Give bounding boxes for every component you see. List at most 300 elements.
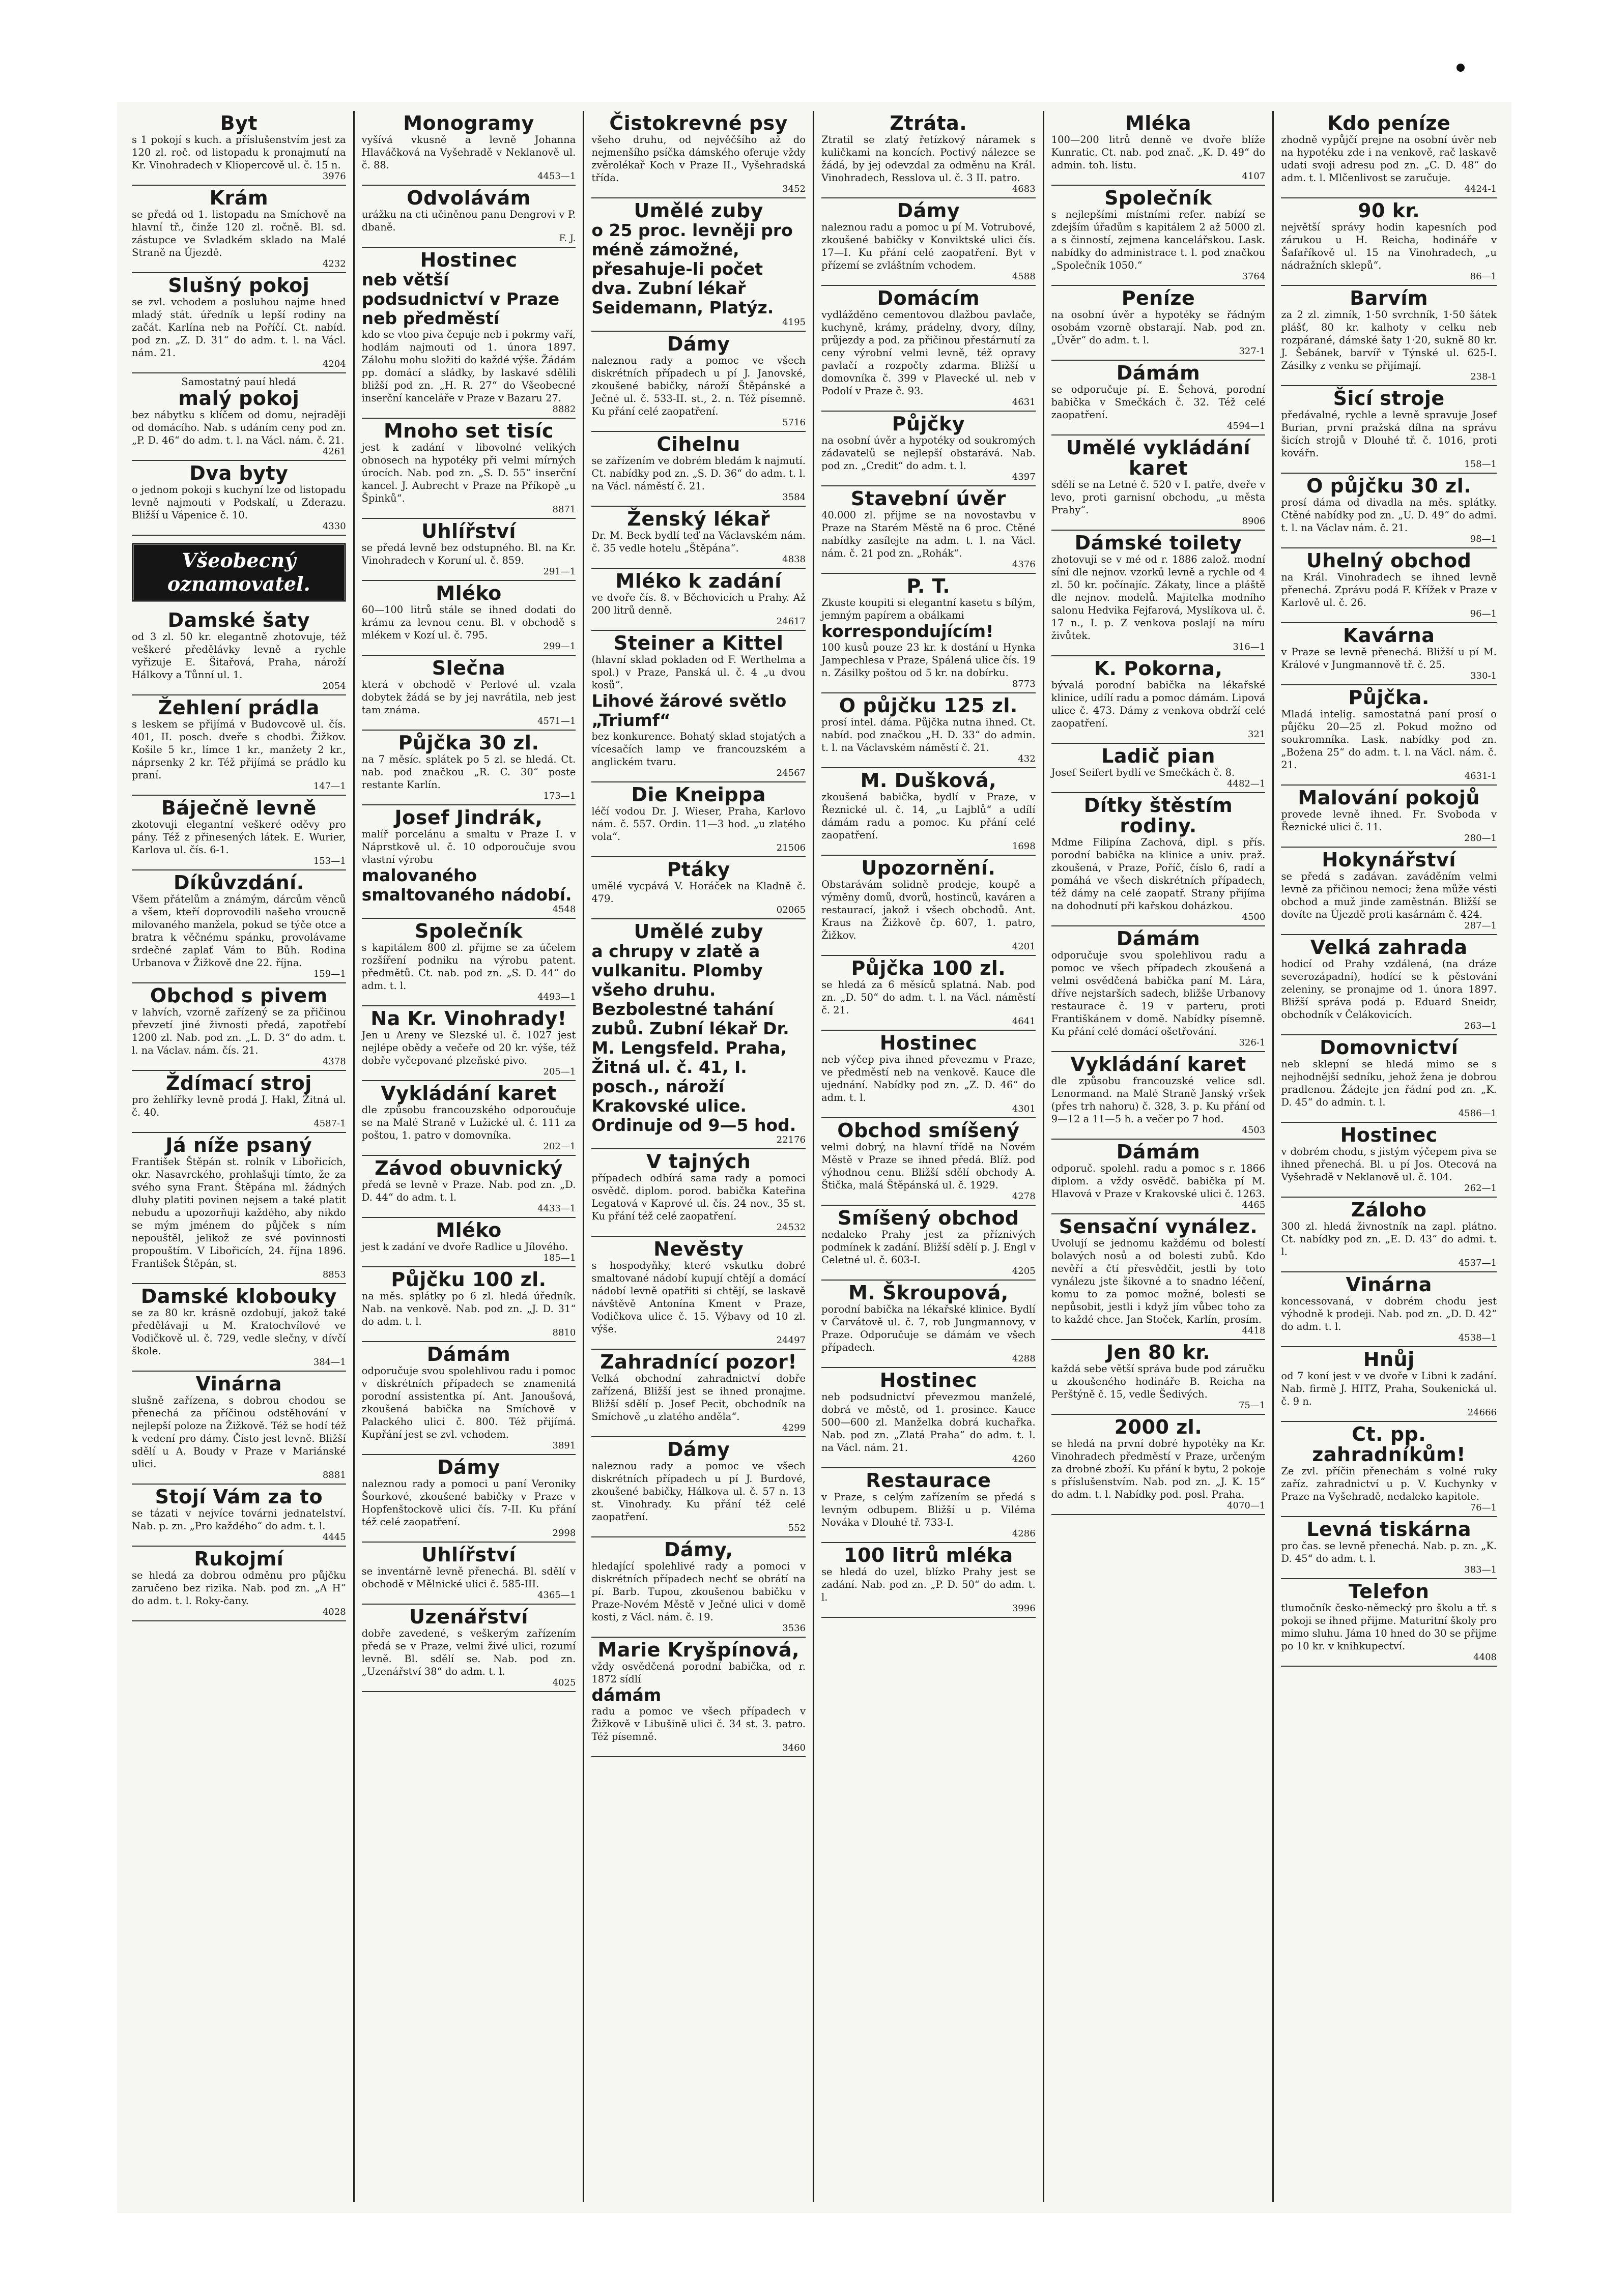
ad-title: Vinárna [1346,1273,1432,1296]
classified-ad [1281,1272,1497,1347]
classified-ad [132,796,346,870]
ad-body: případech odbírá sama rady a pomoci osvědč. diplom. porod. babička Kateřina Legatová v Kaprové ul. čís. 24 nov., 35 st. Ku přání též celé zaopatření. [591,1172,806,1222]
ad-reference-number: 4070—1 [1227,1500,1266,1511]
classified-ad [362,1156,576,1218]
classified-ad [362,419,576,519]
ad-reference-number: 24567 [776,768,806,778]
ad-reference-number: 384—1 [313,1357,346,1368]
ad-title: Umělé zuby [634,920,763,943]
classified-ad [821,486,1036,574]
ad-display-text: Lihové žárové světlo „Triumf“ [591,691,787,730]
ad-display-text: korrespondujícím! [821,621,994,641]
ad-body: koncessovaná, v dobrém chodu jest výhodně k prodeji. Nab. pod zn. „D. D. 42“ do adm. t. l. [1281,1295,1497,1332]
classified-ad [132,461,346,536]
ad-title: Uzenářství [409,1606,528,1628]
ad-title: Díkůvzdání. [174,871,304,894]
ad-body: Zkuste koupiti si elegantní kasetu s bílým, jemným papírem a obálkami [821,597,1036,621]
ad-reference-number: 4453—1 [537,171,576,182]
ad-title: Uhlířství [421,520,516,542]
ad-reference-number: 4286 [1012,1528,1036,1539]
ad-title: Restaurace [866,1469,991,1492]
classified-ad [591,857,806,919]
ad-body: o jednom pokoji s kuchyní lze od listopadu levně najmouti v Podskalí, u Zderazu. Bližší u Vápenice č. 10. [132,484,346,521]
ad-reference-number: 4330 [322,521,346,532]
ad-body: se předá levně bez odstupného. Bl. na Kr. Vinohradech v Koruní ul. č. 859. [361,542,576,566]
classified-ad [1051,1415,1266,1515]
ad-title: Smíšený obchod [838,1207,1019,1229]
ad-reference-number: 326-1 [1239,1037,1266,1048]
ad-body: Obstarávám solidně prodeje, koupě a výměny domů, dvorů, hostinců, kaváren a restaurací, jakož i všech obchodů. Ant. Kraus na Žižkově čp. 607, 1. patro, Žižkov. [821,879,1036,941]
ad-body: Všem přátelům a známým, dárcům věnců a všem, kteří doprovodili našeho vroucně milovaného manžela, pokud se týče otce a bratra k věčnému spánku, provolávame srdečné zaplať Vám to Bůh. Rodina Urbanova v Žižkově dne 22. října. [132,893,346,969]
classified-ad [821,768,1036,856]
classified-ad [821,286,1036,412]
ad-body: Jen u Areny ve Slezské ul. č. 1027 jest nejlépe obědy a večeře od 20 kr. výše, též dobře vyčepované plzeňské pivo. [361,1029,576,1066]
classified-ad [1281,935,1497,1035]
classified-ad [362,1605,576,1692]
classified-ad [132,1284,346,1372]
ad-body: naleznou radu a pomoc u pí M. Votrubové, zkoušené babičky v Konviktské ulici čís. 17—I. Ku přání celé zaopatření. Byt v přízemí se zvláštním vchodem. [821,221,1036,271]
classified-ad [1281,111,1497,198]
section-banner: Všeobecný oznamovatel. [132,543,346,602]
classified-ad [1051,286,1266,361]
classified-ad [1051,435,1266,531]
ad-body: se inventárně levně přenechá. Bl. sdělí v obchodě v Mělnické ulici č. 585-III. [361,1565,576,1590]
ad-body: bez nábytku s klíčem od domu, nejraději od domácího. Nab. s udáním ceny pod zn. „P. D. 46“ do adm. t. l. na Václ. nám. č. 21. [132,409,346,446]
ad-body: největší správy hodin kapesních pod zárukou u H. Reicha, hodináře v Šafaříkově ul. 15 na Vinohradech, „u nádražních sklepů“. [1281,221,1497,271]
classified-ad [362,919,576,1006]
classified-ad [821,1206,1036,1281]
ad-reference-number: 76—1 [1470,1502,1497,1513]
ad-reference-number: 8853 [322,1269,346,1280]
ad-title: Dámy [667,333,730,355]
classified-ad [362,186,576,248]
classified-ad [362,1267,576,1342]
classified-ad [132,111,346,186]
ad-title: Hostinec [1340,1124,1438,1146]
ad-reference-number: 2998 [552,1528,576,1538]
ad-body: se zařízením ve dobrém bledám k najmutí. Ct. nabídky pod zn. „S. D. 36“ do adm. t. l. na Václ. náměstí č. 21. [591,455,806,492]
ad-reference-number: 4365—1 [537,1590,576,1601]
ad-reference-number: 4586—1 [1458,1108,1497,1119]
classified-columns [125,111,1504,2202]
ad-body: s 1 pokojí s kuch. a příslušenstvím jest za 120 zl. roč. od listopadu k pronajmutí na Kr. Vinohradech v Kliopercově ul. č. 15 n. [132,134,346,171]
classified-ad [821,856,1036,956]
classified-ad [591,198,806,332]
ad-body: v dobrém chodu, s jistým výčepem piva se ihned přenechá. Bl. u pí Jos. Otecová na Vyšehradě v Neklanově ul. č. 104. [1281,1146,1497,1183]
classified-ad [1051,361,1266,435]
classified-ad [362,1543,576,1605]
ad-body: urážku na cti učiněnou panu Dengrovi v P. dbaně. [361,209,576,233]
ad-body: 40.000 zl. přijme se na novostavbu v Praze na Starém Městě na 6 proc. Ctěné nabídky zasílejte na adm. t. l. na Václ. nám. č. 21 pod zn. „Rohák“. [821,509,1036,559]
ad-body: v lahvích, vzorně zařízený se za přičinou převzetí jiné živnosti předá, zapotřebí 1200 zl. Nab. pod zn. „L. D. 3“ do adm. t. l. na Václav. nám. čís. 21. [132,1006,346,1056]
ad-title: Obchod s pivem [150,984,328,1007]
classified-ad [362,1006,576,1081]
ad-reference-number: 8871 [552,504,576,515]
ad-reference-number: 287—1 [1464,920,1497,931]
ad-title: Zahradnící pozor! [600,1351,797,1373]
ad-title: Vykládání karet [381,1082,557,1105]
ad-title: Stojí Vám za to [155,1486,323,1508]
ad-reference-number: 8906 [1242,516,1266,527]
ad-reference-number: 5716 [782,417,806,428]
ad-body: slušně zařízena, s dobrou chodou se přenechá za příčinou odstěhování v nejlepší poloze na Žižkově. Též se hodí též k vedení pro dámy. Čísto jest levně. Bližší sdělí u A. Boudy v Praze v Mariánské ulici. [132,1394,346,1470]
classified-ad [132,1133,346,1284]
ad-reference-number: 3976 [322,171,346,182]
ad-body: zkoušená babička, bydlí v Praze, v Řeznické ul. č. 14, „u Lajblů“ a udílí dámám radu a pomoc. Ku přání celé zaopatření. [821,791,1036,841]
ad-reference-number: 4445 [322,1532,346,1543]
ad-reference-number: 4465 [1242,1200,1266,1210]
ad-body: se tázati v nejvíce továrni jednatelství. Nab. p. zn. „Pro každého“ do adm. t. l. [132,1507,346,1532]
ad-reference-number: 173—1 [543,791,576,801]
classified-ad [1281,1347,1497,1422]
ad-body: Ztratil se zlatý řetízkový náramek s kuličkami na koncích. Poctivý nálezce se žádá, by jej odevzdal za odměnu na Král. Vinohradech, Resslova ul. č. 3 II. patro. [821,134,1036,184]
classified-ad [591,432,806,507]
ad-title: Levná tiskárna [1306,1518,1472,1541]
classified-ad [821,1281,1036,1368]
ad-body: ve dvoře čís. 8. v Běchovicích u Prahy. Až 200 litrů denně. [591,592,806,616]
ad-title: Čistokrevné psy [609,112,788,134]
ad-reference-number: 262—1 [1464,1183,1497,1194]
ad-body: předávalné, rychle a levně spravuje Josef Burian, první pražská dílna na správu šicích strojů v Dlouhé tř. č. 1016, proti kovářn. [1281,409,1497,459]
ad-title: V tajných [646,1150,751,1173]
ad-title: Společník [1104,187,1212,209]
classified-ad [821,693,1036,768]
ad-body: se hledá za 6 měsíců splatná. Nab. pod zn. „D. 50“ do adm. t. l. na Václ. náměstí č. 21. [821,979,1036,1016]
ad-reference-number: 321 [1247,729,1266,740]
ad-title: M. Dušková, [860,769,997,792]
ad-title: Velká zahrada [1310,936,1468,958]
ad-reference-number: 280—1 [1464,833,1497,844]
classified-ad [591,782,806,857]
ad-body: na 7 měsíc. splátek po 5 zl. se hledá. Ct. nab. pod značkou „R. C. 30“ poste restante Karlín. [361,753,576,791]
classified-ad [132,273,346,373]
ad-title: Upozornění. [861,857,996,879]
ad-title: Uhlířství [421,1544,516,1566]
ad-title: Dámské toilety [1074,532,1242,554]
classified-ad [821,111,1036,198]
ad-body: od 3 zl. 50 kr. elegantně zhotovuje, též veškeré předělávky levně a rychle vyřizuje E. Šitařová, Praha, nároží Hálkovy a Tůnní ul. 1. [132,631,346,681]
ad-body: kdo se vtoo piva čepuje neb i pokrmy vaří, hodlám najmouti od 1. února 1897. Zálohu mohu složiti do každé výše. Žádám pp. domácí a sládky, by laskavé sdělili bližší pod zn. „H. R. 27“ do Všeobecné inserční kanceláře v Praze v Bazaru 27. [361,329,576,404]
ad-title: Půjčka 100 zl. [851,957,1006,979]
ad-body: 60—100 litrů stále se ihned dodati do krámu za levnou cenu. Bl. v obchodě s mlékem v Kozí ul. č. 795. [361,604,576,641]
ad-lead: Samostatný pauí hledá [181,376,297,388]
ad-body: léčí vodou Dr. J. Wieser, Praha, Karlovo nám. č. 557. Ordin. 11—3 hod. „u zlatého vola“. [591,805,806,842]
classified-ad [362,731,576,805]
ad-reference-number: 24666 [1467,1407,1497,1418]
ad-display-text: neb větší podsudnictví v Praze neb předměstí [361,270,560,328]
ad-body: se předá s zadávan. zaváděním velmi levně za přičinou nemoci; žena může vésti obchod a muž jinde zaměstnán. Bližší se dovíte na Újezdě proti kasárnám č. 424. [1281,870,1497,920]
ad-display-text: o 25 proc. levněji pro méně zámožné, přesahuje-li počet dva. Zubní lékař Seidemann, Platýz. [591,220,793,317]
ad-title: Slečna [432,657,506,679]
ad-body: naleznou rady a pomoc ve všech diskrétních případech u pí J. Janovské, zkoušené babičky, nároží Štěpánské a Ječné ul. č. 533-II. st., 2. n. Též písemně. Ku přání celé zaopatření. [591,355,806,417]
ad-reference-number: 4594—1 [1227,421,1266,431]
ad-title: M. Škroupová, [848,1282,1009,1304]
ad-reference-number: 3584 [782,492,806,503]
ad-title: Stavební úvěr [850,487,1006,510]
classified-ad [1281,1198,1497,1272]
ad-body: na osobní úvěr a hypotéky se řádným osobám vzorně obstarají. Nab. pod zn. „Úvěr“ do adm. t. l. [1051,309,1266,346]
ad-title: Monogramy [403,112,534,134]
classified-ad [591,1437,806,1537]
column-2 [355,111,585,2202]
ad-body: se odporučuje pí. E. Šehová, porodní babička v Smečkách č. 32. Též celé zaopatření. [1051,384,1266,421]
ad-reference-number: 4548 [552,904,576,915]
classified-ad [1281,786,1497,848]
ad-body: odporučuje svou spolehlivou radu i pomoc v diskrétních případech se znamenitá porodní assistentka pí. Ant. Janoušová, zkoušená babička na Smíchově v Palackého ulici č. 800. Též přijímá. Kupřání jest se zvl. vchodem. [361,1365,576,1440]
ad-body: provede levně ihned. Fr. Svoboda v Řeznické ulici č. 11. [1281,808,1497,833]
ad-reference-number: 4107 [1242,171,1266,182]
ad-reference-number: 330-1 [1470,671,1497,681]
ad-title: Vinárna [195,1373,282,1395]
ad-body: v Praze se levně přenechá. Bližší u pí M. Králové v Jungmannově tř. č. 25. [1281,646,1497,671]
ad-body: 100 kusů pouze 23 kr. k dostání u Hynka Jampechlesa v Praze, Spálená ulice čís. 19 n. Zásilky poštou od 5 kr. na dobírku. [821,642,1036,679]
classified-ad [1051,1052,1266,1140]
ad-title: Ženský lékař [627,508,770,530]
ad-body: jest k zadání ve dvoře Radlice u Jílového. [361,1241,568,1253]
ad-body: zhotovuji se v mé od r. 1886 založ. modní síni dle nejnov. vzorků levně a rychle od 4 zl. 50 kr. počínajíc. Zákaty, lince a pláště dle nejnov. modelů. Majitelka modního salonu Hedvika Fejfarová, Myslíkova ul. č. 17 n., I. p. Z venkova poslají na míru živůtek. [1051,554,1266,642]
ad-title: 100 litrů mléka [844,1544,1013,1566]
ad-body: s leskem se přijímá v Budovcově ul. čís. 401, II. posch. dveře s chodbi. Žižkov. Košile 5 kr., límce 1 kr., manžety 2 kr., náprsenky 2 kr. Též přijímá se prádlo ku praní. [132,718,346,781]
ad-title: Cihelnu [656,433,740,455]
column-4 [814,111,1044,2202]
ad-body: bez konkurence. Bohatý sklad stojatých a vícesačích lamp ve francouzském a anglickém tvaru. [591,731,806,768]
ad-body: v Praze, s celým zařízením se předá s levným odbupem. Bližší u p. Viléma Nováka v Dlouhé tř. 733-I. [821,1491,1036,1528]
classified-ad [821,198,1036,286]
ad-body: bývalá porodní babička na lékařské klinice, udílí radu a pomoc dámám. Lipová ulice č. 473. Dámy z venkova obdrží celé zaopatření. [1051,679,1266,729]
ad-title: 2000 zl. [1114,1416,1203,1438]
ad-title: Dámy [437,1456,500,1478]
ad-body: 300 zl. hledá živnostník na zapl. plátno. Ct. nabídky pod zn. „E. D. 43“ do admi. t. l. [1281,1220,1497,1258]
ad-body: se hledá do uzel, blízko Prahy jest se zadání. Nab. pod zn. „P. D. 50“ do adm. t. l. [821,1566,1036,1603]
ad-body: se hledá za dobrou odměnu pro půjčku zaručeno bez rizika. Nab. pod zn. „A H“ do adm. t. l. Roky-čany. [132,1570,346,1607]
ad-body: naleznou rady a pomoc ve všech diskrétních případech u pí J. Burdové, zkoušené babičky, Hálkova ul. č. 57 n. 13 st. Vinohrady. Ku přání též celé zaopatření. [591,1460,806,1523]
ad-reference-number: 4418 [1242,1325,1266,1336]
ad-body: Velká obchodní zahradnictví dobře zařízená, Bližší jest se ihned pronajme. Bližší sdělí p. Josef Pecit, obchodník na Smíchově „u zlatého anděla“. [591,1373,806,1422]
ad-body: malíř porcelánu a smaltu v Praze I. v Náprstkově ul. č. 10 odporoučuje svou vlastní výrobu [361,828,576,865]
ad-title: Rukojmí [194,1548,284,1570]
ad-reference-number: 22176 [776,1135,806,1145]
ad-reference-number: 4028 [322,1607,346,1617]
classified-ad [362,581,576,656]
ad-body: od 7 koní jest v ve dvoře v Libni k zadání. Nab. firmě J. HITZ, Praha, Soukenická ul. č. 9 n. [1281,1370,1497,1407]
ad-body: vždy osvědčená porodní babička, od r. 1872 sídlí [591,1661,806,1685]
ad-reference-number: 24497 [776,1335,806,1346]
ad-reference-number: 4433—1 [537,1203,576,1214]
ad-reference-number: 8810 [552,1327,576,1338]
ad-body: umělé vycpává V. Horáček na Kladně č. 479. [591,880,806,905]
ad-title: Ptáky [667,858,730,881]
ad-title: Dámám [426,1343,511,1365]
ad-body: s hospodyňky, které vskutku dobré smaltované nádobí kupují chtějí a domácí nádobí levně opatřiti si chtějí, se laskavě návštěvě Antonína Kment v Praze, Vodičkova ulice č. 15. Výbavy od 10 zl. výše. [591,1260,806,1335]
ad-reference-number: 158—1 [1464,459,1497,470]
ad-reference-number: 238-1 [1470,371,1497,382]
ad-title: Josef Jindrák, [394,806,543,829]
ad-title: Dítky štěstím rodiny. [1083,794,1233,837]
ad-reference-number: 4301 [1012,1103,1036,1114]
ad-body: František Štěpán st. rolník v Libořicích, okr. Nasavrckého, prohlašuji tímto, že za svého syna Frant. Štěpána ml. žádných dluhy platiti povinen nejsem a také platit nebudu a upozorňuji každého, aby nikdo se mým jménem do půjček s ním nepouštěl, jelikož ze své povinnosti propouštím. V Libořicích, 24. října 1896. František Štěpán, st. [132,1156,346,1269]
ad-title: Dámy [667,1438,730,1461]
ad-title: Žehlení prádla [158,696,320,719]
classified-ad [1281,386,1497,474]
ad-title: Já níže psaný [165,1134,312,1156]
ad-reference-number: 2054 [322,681,346,691]
ad-title: 90 kr. [1358,199,1420,222]
ad-body: se předá od 1. listopadu na Smíchově na hlavní tř., činže 120 zl. ročně. Bl. sd. zástupce ve Svladkém sklado na Malé Straně na Újezdě. [132,209,346,258]
ad-title: Půjčka. [1348,686,1430,709]
ad-title: Byt [220,112,258,134]
classified-ad [591,631,806,782]
classified-ad [591,1537,806,1638]
ad-reference-number: 4376 [1012,559,1036,570]
ad-reference-number: 4025 [552,1677,576,1688]
ad-title: Odvolávám [407,187,531,209]
ad-title: Mléko [436,582,502,604]
classified-ad [821,1031,1036,1118]
ad-reference-number: 3891 [552,1440,576,1451]
ad-reference-number: 153—1 [313,856,346,866]
ad-reference-number: 3536 [782,1623,806,1634]
classified-ad [1281,286,1497,386]
ad-reference-number: 202—1 [543,1141,576,1152]
classified-ad [1051,744,1266,793]
classified-ad [821,574,1036,693]
ad-reference-number: 4631-1 [1464,771,1497,781]
classified-ad [1281,198,1497,286]
ad-title: Ždímací stroj [165,1072,312,1094]
ad-body: se zvl. vchodem a posluhou najme hned mladý stát. úředník u lepší rodiny na začát. Karlína neb na Poříčí. Ct. nabíd. pod zn. „Z. D. 31“ do adm. t. l. na Václ. nám. 21. [132,296,346,359]
ad-reference-number: 96—1 [1470,608,1497,619]
ad-reference-number: 4683 [1012,184,1036,194]
ad-reference-number: 24532 [776,1222,806,1233]
ad-title: Mléka [1125,112,1191,134]
ad-title: Ladič pian [1101,745,1215,767]
ad-body: zkotovuji elegantní veškeré oděvy pro pány. Též z přinesených látek. E. Wurier, Karlova ul. čís. 6-1. [132,819,346,856]
ad-reference-number: 159—1 [313,969,346,979]
classified-ad [362,1218,576,1267]
ad-title: Obchod smíšený [837,1119,1020,1142]
classified-ad [132,1547,346,1621]
ad-reference-number: 4503 [1242,1125,1266,1136]
classified-ad [132,1372,346,1485]
classified-ad [591,332,806,432]
ad-reference-number: 4482—1 [1227,778,1266,789]
ad-title: Dámám [1116,927,1201,950]
ad-title: Půjčka 30 zl. [398,732,539,754]
ad-title: Ct. pp. zahradníkům! [1312,1423,1466,1466]
ad-reference-number: 4838 [782,554,806,565]
ad-reference-number: 4260 [1012,1454,1036,1464]
ad-reference-number: 1698 [1012,841,1036,852]
classified-ad [591,1350,806,1437]
classified-ad [591,1149,806,1237]
classified-ad [821,956,1036,1031]
ad-title: Šicí stroje [1333,387,1445,410]
classified-ad [1281,623,1497,685]
classified-ad [1281,1579,1497,1667]
ad-reference-number: 4397 [1012,472,1036,482]
ad-reference-number: 4408 [1473,1652,1497,1663]
classified-ad [362,1455,576,1543]
ad-body: nedaleko Prahy jest za příznivých podmínek k zadání. Bližší sdělí p. J. Engl v Celetné ul. č. 603-I. [821,1229,1036,1266]
ad-reference-number: 299—1 [543,641,576,652]
ad-body: dobře zavedené, s veškerým zařízením předá se v Praze, velmi živé ulici, rozumí levně. Bl. sdělí se. Nab. pod zn. „Uzenářství 38“ do adm. t. l. [361,1627,576,1677]
classified-ad [1051,1214,1266,1340]
ad-body: všeho druhu, od nejvěčšího až do nejmenšího psíčka dámského oferuje vždy zvěrolékař Koch v Praze II., Vyšehradská třída. [591,134,806,184]
ad-reference-number: 8882 [552,404,576,415]
ad-body: zhodně vypůjčí prejne na osobní úvěr neb na hypotéku zde i na venkově, rač laskavě udati svoji adresu pod zn. „C. D. 48“ do adm. t. l. Mlčenlivost se zaručuje. [1281,134,1497,184]
ad-reference-number: 263—1 [1464,1021,1497,1031]
ad-title: Malování pokojů [1298,787,1480,809]
ad-title: K. Pokorna, [1094,657,1223,680]
ad-reference-number: 432 [1018,753,1036,764]
ad-title: Kdo peníze [1327,112,1451,134]
classified-ad [821,1118,1036,1206]
classified-ad [132,608,346,695]
classified-ad [1051,656,1266,744]
classified-ad [362,656,576,731]
column-5 [1044,111,1274,2202]
ad-body: (hlavní sklad pokladen od F. Werthelma a spol.) v Praze, Panská ul. č. 4 „u dvou kosů“. [591,654,806,691]
ad-reference-number: 4571—1 [537,716,576,726]
ad-reference-number: 4537—1 [1458,1258,1497,1268]
ad-title: Peníze [1121,287,1195,309]
classified-ad [1051,186,1266,286]
ad-title: Dámy [897,199,960,222]
classified-ad [591,111,806,198]
ad-title: Báječně levně [161,797,317,819]
ad-title: Mnoho set tisíc [383,420,554,442]
classified-ad [1051,793,1266,926]
ad-reference-number: 4261 [322,446,346,457]
ad-title: Hostinec [420,249,518,271]
ad-body: 100—200 litrů denně ve dvoře blíže Kunratic. Ct. nab. pod znač. „K. D. 49“ do admin. toh. listu. [1051,134,1266,171]
ad-body: naleznou rady a pomoci u paní Veroniky Šourkové, zkoušené babičky v Praze v Hopfenštockově ulici čís. 7-II. Ku přání též celé zaopatření. [361,1478,576,1528]
classified-ad [132,870,346,983]
ad-title: Mléko k zadání [615,570,782,592]
classified-ad [591,1638,806,1757]
ad-title: Dámám [1116,362,1201,384]
ad-title: Nevěsty [653,1238,744,1260]
ad-title: Závod obuvnický [375,1157,563,1179]
ad-title: Umělé zuby [634,199,763,222]
ad-title: Jen 80 kr. [1106,1341,1211,1363]
column-6 [1274,111,1504,2202]
ad-body: hodicí od Prahy vzdálená, (na dráze severozápadní), hodící se k pěstování zeleniny, se pronajme od 1. února 1897. Bližší správa podá p. Eduard Sneidr, obchodník v Čelákovicích. [1281,958,1497,1021]
ad-reference-number: 4278 [1012,1191,1036,1202]
ad-body: neb podsudnictví převezmou manželé, dobrá ve městě, od 1. prosince. Kauce 500—600 zl. Manželka dobrá kuchařka. Nab. pod zn. „Zlatá Praha“ do adm. t. l. na Václ. nám. 21. [821,1391,1036,1454]
ad-reference-number: 75—1 [1238,1400,1266,1411]
ad-body: prosí intel. dáma. Půjčka nutna ihned. Ct. nabíd. pod značkou „H. D. 33“ do admin. t. l. na Václavském náměstí č. 21. [821,716,1036,753]
ad-display-text: malovaného smaltovaného nádobí. [361,865,572,905]
ad-reference-number: 4205 [1012,1266,1036,1276]
ad-reference-number: 4424-1 [1464,184,1497,194]
classified-ad [132,983,346,1071]
ad-reference-number: 4201 [1012,941,1036,952]
classified-ad [1281,1517,1497,1579]
ad-title: Kavárna [1343,624,1435,647]
ad-title: Dámám [1116,1141,1201,1163]
ad-reference-number: 316—1 [1233,642,1266,652]
ad-reference-number: 3996 [1012,1603,1036,1614]
ad-reference-number: 8881 [322,1470,346,1480]
classified-ad [591,1237,806,1350]
classified-ad [591,507,806,569]
ad-body: hledající spolehlivé rady a pomoci v diskrétních případech nechť se obrátí na pí. Barb. Tupou, zkoušenou babičku v Praze-Novém Městě v Ječné ulici v domě kosti, z Václ. nám. č. 19. [591,1560,806,1623]
ad-reference-number: 205—1 [543,1066,576,1077]
ad-reference-number: 24617 [776,616,806,627]
ad-body: Uvolují se jednomu každému od bolestí bolavých nosů a od bolesti zubů. Kdo nevěří a čtí přesvědčit, jestli by toto vynálezu jste šikovné a to snadno léčení, komu to za pomoc možné, bolesti se nepůsobit, jestli i když jím vůbec toho za to každé chce. Jan Stoček, Karlín, prosím. [1051,1237,1266,1325]
ad-body: odporučuje svou spolehlivou radu a pomoc ve všech případech zkoušená a velmi osvědčená babička paní M. Lára, dříve nejstarších sadech, bližše Urbanovy restaurace č. 19 v parteru, proti Františkánem v domě. Nabídky písemně. Ku přání celé domácí ošetřování. [1051,949,1266,1037]
